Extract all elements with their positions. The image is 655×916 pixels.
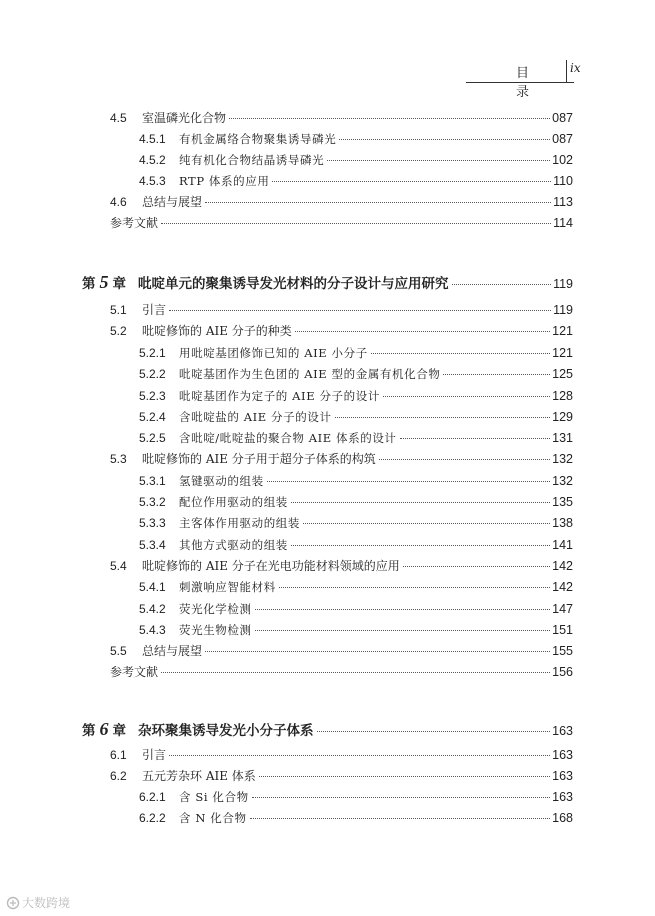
entry-title: RTP 体系的应用 bbox=[179, 174, 270, 188]
toc-subsection-entry[interactable] bbox=[139, 579, 573, 595]
section-number: 5.3 bbox=[110, 452, 127, 466]
toc-subsection-entry[interactable] bbox=[139, 494, 573, 510]
dot-leader bbox=[291, 501, 550, 503]
dot-leader bbox=[335, 416, 551, 418]
entry-page-number: 168 bbox=[552, 811, 573, 825]
toc-subsection-entry[interactable] bbox=[139, 173, 573, 189]
watermark-logo-icon bbox=[6, 896, 20, 910]
entry-title: 含 N 化合物 bbox=[179, 811, 247, 825]
entry-title: 室温磷光化合物 bbox=[142, 111, 227, 125]
entry-title: 引言 bbox=[142, 303, 167, 317]
entry-title: 氢键驱动的组装 bbox=[179, 474, 264, 488]
entry-title: 吡啶修饰的 AIE 分子在光电功能材料领域的应用 bbox=[142, 559, 400, 573]
toc-references-entry[interactable] bbox=[110, 664, 573, 680]
entry-page-number: 163 bbox=[552, 724, 573, 738]
dot-leader bbox=[371, 352, 550, 354]
entry-title: 总结与展望 bbox=[142, 644, 203, 658]
section-number: 4.5.1 bbox=[139, 132, 166, 146]
dot-leader bbox=[291, 544, 550, 546]
chapter-prefix: 第 bbox=[82, 723, 96, 739]
section-number: 5.2.2 bbox=[139, 367, 166, 381]
entry-page-number: 129 bbox=[552, 410, 573, 424]
toc-subsection-entry[interactable] bbox=[139, 152, 573, 168]
entry-page-number: 110 bbox=[553, 174, 573, 188]
entry-title: 杂环聚集诱导发光小分子体系 bbox=[138, 723, 314, 739]
toc-subsection-entry[interactable] bbox=[139, 131, 573, 147]
dot-leader bbox=[161, 671, 550, 673]
dot-leader bbox=[267, 480, 550, 482]
toc-subsection-entry[interactable] bbox=[139, 345, 573, 361]
watermark-text: 大数跨境 bbox=[22, 896, 71, 910]
entry-page-number: 138 bbox=[552, 516, 573, 530]
entry-page-number: 156 bbox=[552, 665, 573, 679]
section-number: 4.5 bbox=[110, 111, 127, 125]
dot-leader bbox=[272, 180, 551, 182]
section-number: 4.5.3 bbox=[139, 174, 166, 188]
toc-subsection-entry[interactable] bbox=[139, 537, 573, 553]
chapter-suffix: 章 bbox=[112, 723, 126, 739]
entry-page-number: 125 bbox=[552, 367, 573, 381]
entry-page-number: 132 bbox=[552, 452, 573, 466]
entry-page-number: 087 bbox=[552, 111, 573, 125]
toc-subsection-entry[interactable] bbox=[139, 430, 573, 446]
entry-title: 荧光生物检测 bbox=[179, 623, 252, 637]
entry-page-number: 151 bbox=[552, 623, 573, 637]
entry-title: 吡啶修饰的 AIE 分子的种类 bbox=[142, 324, 292, 338]
toc-subsection-entry[interactable] bbox=[139, 409, 573, 425]
toc-subsection-entry[interactable] bbox=[139, 473, 573, 489]
entry-page-number: 132 bbox=[552, 474, 573, 488]
entry-title: 吡啶基团作为生色团的 AIE 型的金属有机化合物 bbox=[179, 367, 441, 381]
dot-leader bbox=[161, 222, 551, 224]
entry-page-number: 119 bbox=[553, 303, 573, 317]
chapter-prefix: 第 bbox=[82, 276, 96, 292]
toc-section-entry[interactable] bbox=[110, 194, 573, 210]
entry-title: 有机金属络合物聚集诱导磷光 bbox=[179, 132, 337, 146]
dot-leader bbox=[252, 796, 550, 798]
entry-title: 五元芳杂环 AIE 体系 bbox=[142, 769, 256, 783]
dot-leader bbox=[205, 650, 550, 652]
entry-title: 配位作用驱动的组装 bbox=[179, 495, 288, 509]
toc-subsection-entry[interactable] bbox=[139, 810, 573, 826]
dot-leader bbox=[279, 586, 550, 588]
entry-page-number: 163 bbox=[552, 748, 573, 762]
section-number: 5.2.1 bbox=[139, 346, 166, 360]
toc-subsection-entry[interactable] bbox=[139, 515, 573, 531]
toc-subsection-entry[interactable] bbox=[139, 366, 573, 382]
dot-leader bbox=[403, 565, 550, 567]
section-number: 5.4.1 bbox=[139, 580, 166, 594]
toc-section-entry[interactable] bbox=[110, 768, 573, 784]
toc-section-entry[interactable] bbox=[110, 558, 573, 574]
toc-section-entry[interactable] bbox=[110, 747, 573, 763]
entry-page-number: 135 bbox=[552, 495, 573, 509]
toc-section-entry[interactable] bbox=[110, 451, 573, 467]
dot-leader bbox=[169, 754, 550, 756]
watermark bbox=[6, 894, 70, 911]
entry-title: 吡啶单元的聚集诱导发光材料的分子设计与应用研究 bbox=[138, 276, 449, 292]
entry-page-number: 087 bbox=[552, 132, 573, 146]
running-header-title: 目 录 bbox=[516, 66, 550, 100]
section-number: 5.4.3 bbox=[139, 623, 166, 637]
entry-title: 刺激响应智能材料 bbox=[179, 580, 276, 594]
toc-references-entry[interactable] bbox=[110, 215, 573, 231]
entry-title: 其他方式驱动的组装 bbox=[179, 538, 288, 552]
dot-leader bbox=[205, 201, 551, 203]
toc-subsection-entry[interactable] bbox=[139, 601, 573, 617]
chapter-number: 5 bbox=[99, 272, 109, 292]
entry-title: 用吡啶基团修饰已知的 AIE 小分子 bbox=[179, 346, 368, 360]
toc-chapter-entry[interactable] bbox=[82, 274, 573, 292]
entry-title: 总结与展望 bbox=[142, 195, 203, 209]
entry-page-number: 141 bbox=[552, 538, 573, 552]
toc-chapter-entry[interactable] bbox=[82, 721, 573, 739]
section-number: 6.2.2 bbox=[139, 811, 166, 825]
entry-page-number: 147 bbox=[552, 602, 573, 616]
section-number: 4.5.2 bbox=[139, 153, 166, 167]
section-number: 6.2.1 bbox=[139, 790, 166, 804]
dot-leader bbox=[255, 608, 551, 610]
toc-subsection-entry[interactable] bbox=[139, 388, 573, 404]
section-number: 6.1 bbox=[110, 748, 127, 762]
section-number: 5.3.2 bbox=[139, 495, 166, 509]
section-number: 5.2.3 bbox=[139, 389, 166, 403]
running-header bbox=[466, 60, 581, 100]
entry-page-number: 163 bbox=[552, 769, 573, 783]
toc-section-entry[interactable] bbox=[110, 323, 573, 339]
entry-title: 含吡啶/吡啶盐的聚合物 AIE 体系的设计 bbox=[179, 431, 397, 445]
entry-title: 参考文献 bbox=[110, 216, 159, 230]
entry-page-number: 142 bbox=[552, 580, 573, 594]
entry-page-number: 142 bbox=[552, 559, 573, 573]
entry-title: 荧光化学检测 bbox=[179, 602, 252, 616]
dot-leader bbox=[259, 775, 550, 777]
dot-leader bbox=[452, 283, 552, 285]
dot-leader bbox=[443, 373, 550, 375]
entry-title: 参考文献 bbox=[110, 665, 159, 679]
entry-page-number: 121 bbox=[552, 324, 573, 338]
dot-leader bbox=[295, 330, 550, 332]
chapter-number: 6 bbox=[99, 719, 109, 739]
section-number: 5.3.1 bbox=[139, 474, 166, 488]
section-number: 5.4.2 bbox=[139, 602, 166, 616]
header-divider bbox=[566, 60, 567, 82]
dot-leader bbox=[379, 458, 550, 460]
dot-leader bbox=[303, 522, 550, 524]
section-number: 5.5 bbox=[110, 644, 127, 658]
dot-leader bbox=[317, 730, 551, 732]
entry-page-number: 128 bbox=[552, 389, 573, 403]
entry-page-number: 155 bbox=[552, 644, 573, 658]
toc-section-entry[interactable] bbox=[110, 643, 573, 659]
dot-leader bbox=[400, 437, 551, 439]
section-number: 5.2.5 bbox=[139, 431, 166, 445]
section-number: 5.1 bbox=[110, 303, 127, 317]
section-number: 5.2 bbox=[110, 324, 127, 338]
toc-subsection-entry[interactable] bbox=[139, 789, 573, 805]
dot-leader bbox=[169, 309, 551, 311]
entry-page-number: 131 bbox=[552, 431, 573, 445]
running-header-page-number: ix bbox=[570, 61, 581, 75]
dot-leader bbox=[339, 138, 550, 140]
section-number: 4.6 bbox=[110, 195, 127, 209]
section-number: 5.4 bbox=[110, 559, 127, 573]
entry-page-number: 114 bbox=[553, 216, 573, 230]
entry-page-number: 121 bbox=[552, 346, 573, 360]
entry-title: 吡啶基团作为定子的 AIE 分子的设计 bbox=[179, 389, 380, 403]
dot-leader bbox=[229, 117, 550, 119]
entry-title: 吡啶修饰的 AIE 分子用于超分子体系的构筑 bbox=[142, 452, 376, 466]
chapter-suffix: 章 bbox=[112, 276, 126, 292]
entry-title: 含 Si 化合物 bbox=[179, 790, 249, 804]
entry-title: 含吡啶盐的 AIE 分子的设计 bbox=[179, 410, 332, 424]
entry-title: 引言 bbox=[142, 748, 167, 762]
dot-leader bbox=[383, 395, 550, 397]
section-number: 5.3.3 bbox=[139, 516, 166, 530]
section-number: 6.2 bbox=[110, 769, 127, 783]
toc-section-entry[interactable] bbox=[110, 110, 573, 126]
dot-leader bbox=[327, 159, 550, 161]
entry-title: 主客体作用驱动的组装 bbox=[179, 516, 300, 530]
entry-page-number: 163 bbox=[552, 790, 573, 804]
toc-section-entry[interactable] bbox=[110, 302, 573, 318]
dot-leader bbox=[255, 629, 551, 631]
entry-page-number: 119 bbox=[553, 277, 573, 291]
entry-page-number: 102 bbox=[552, 153, 573, 167]
toc-subsection-entry[interactable] bbox=[139, 622, 573, 638]
section-number: 5.3.4 bbox=[139, 538, 166, 552]
entry-page-number: 113 bbox=[553, 195, 573, 209]
section-number: 5.2.4 bbox=[139, 410, 166, 424]
entry-title: 纯有机化合物结晶诱导磷光 bbox=[179, 153, 325, 167]
dot-leader bbox=[250, 817, 551, 819]
